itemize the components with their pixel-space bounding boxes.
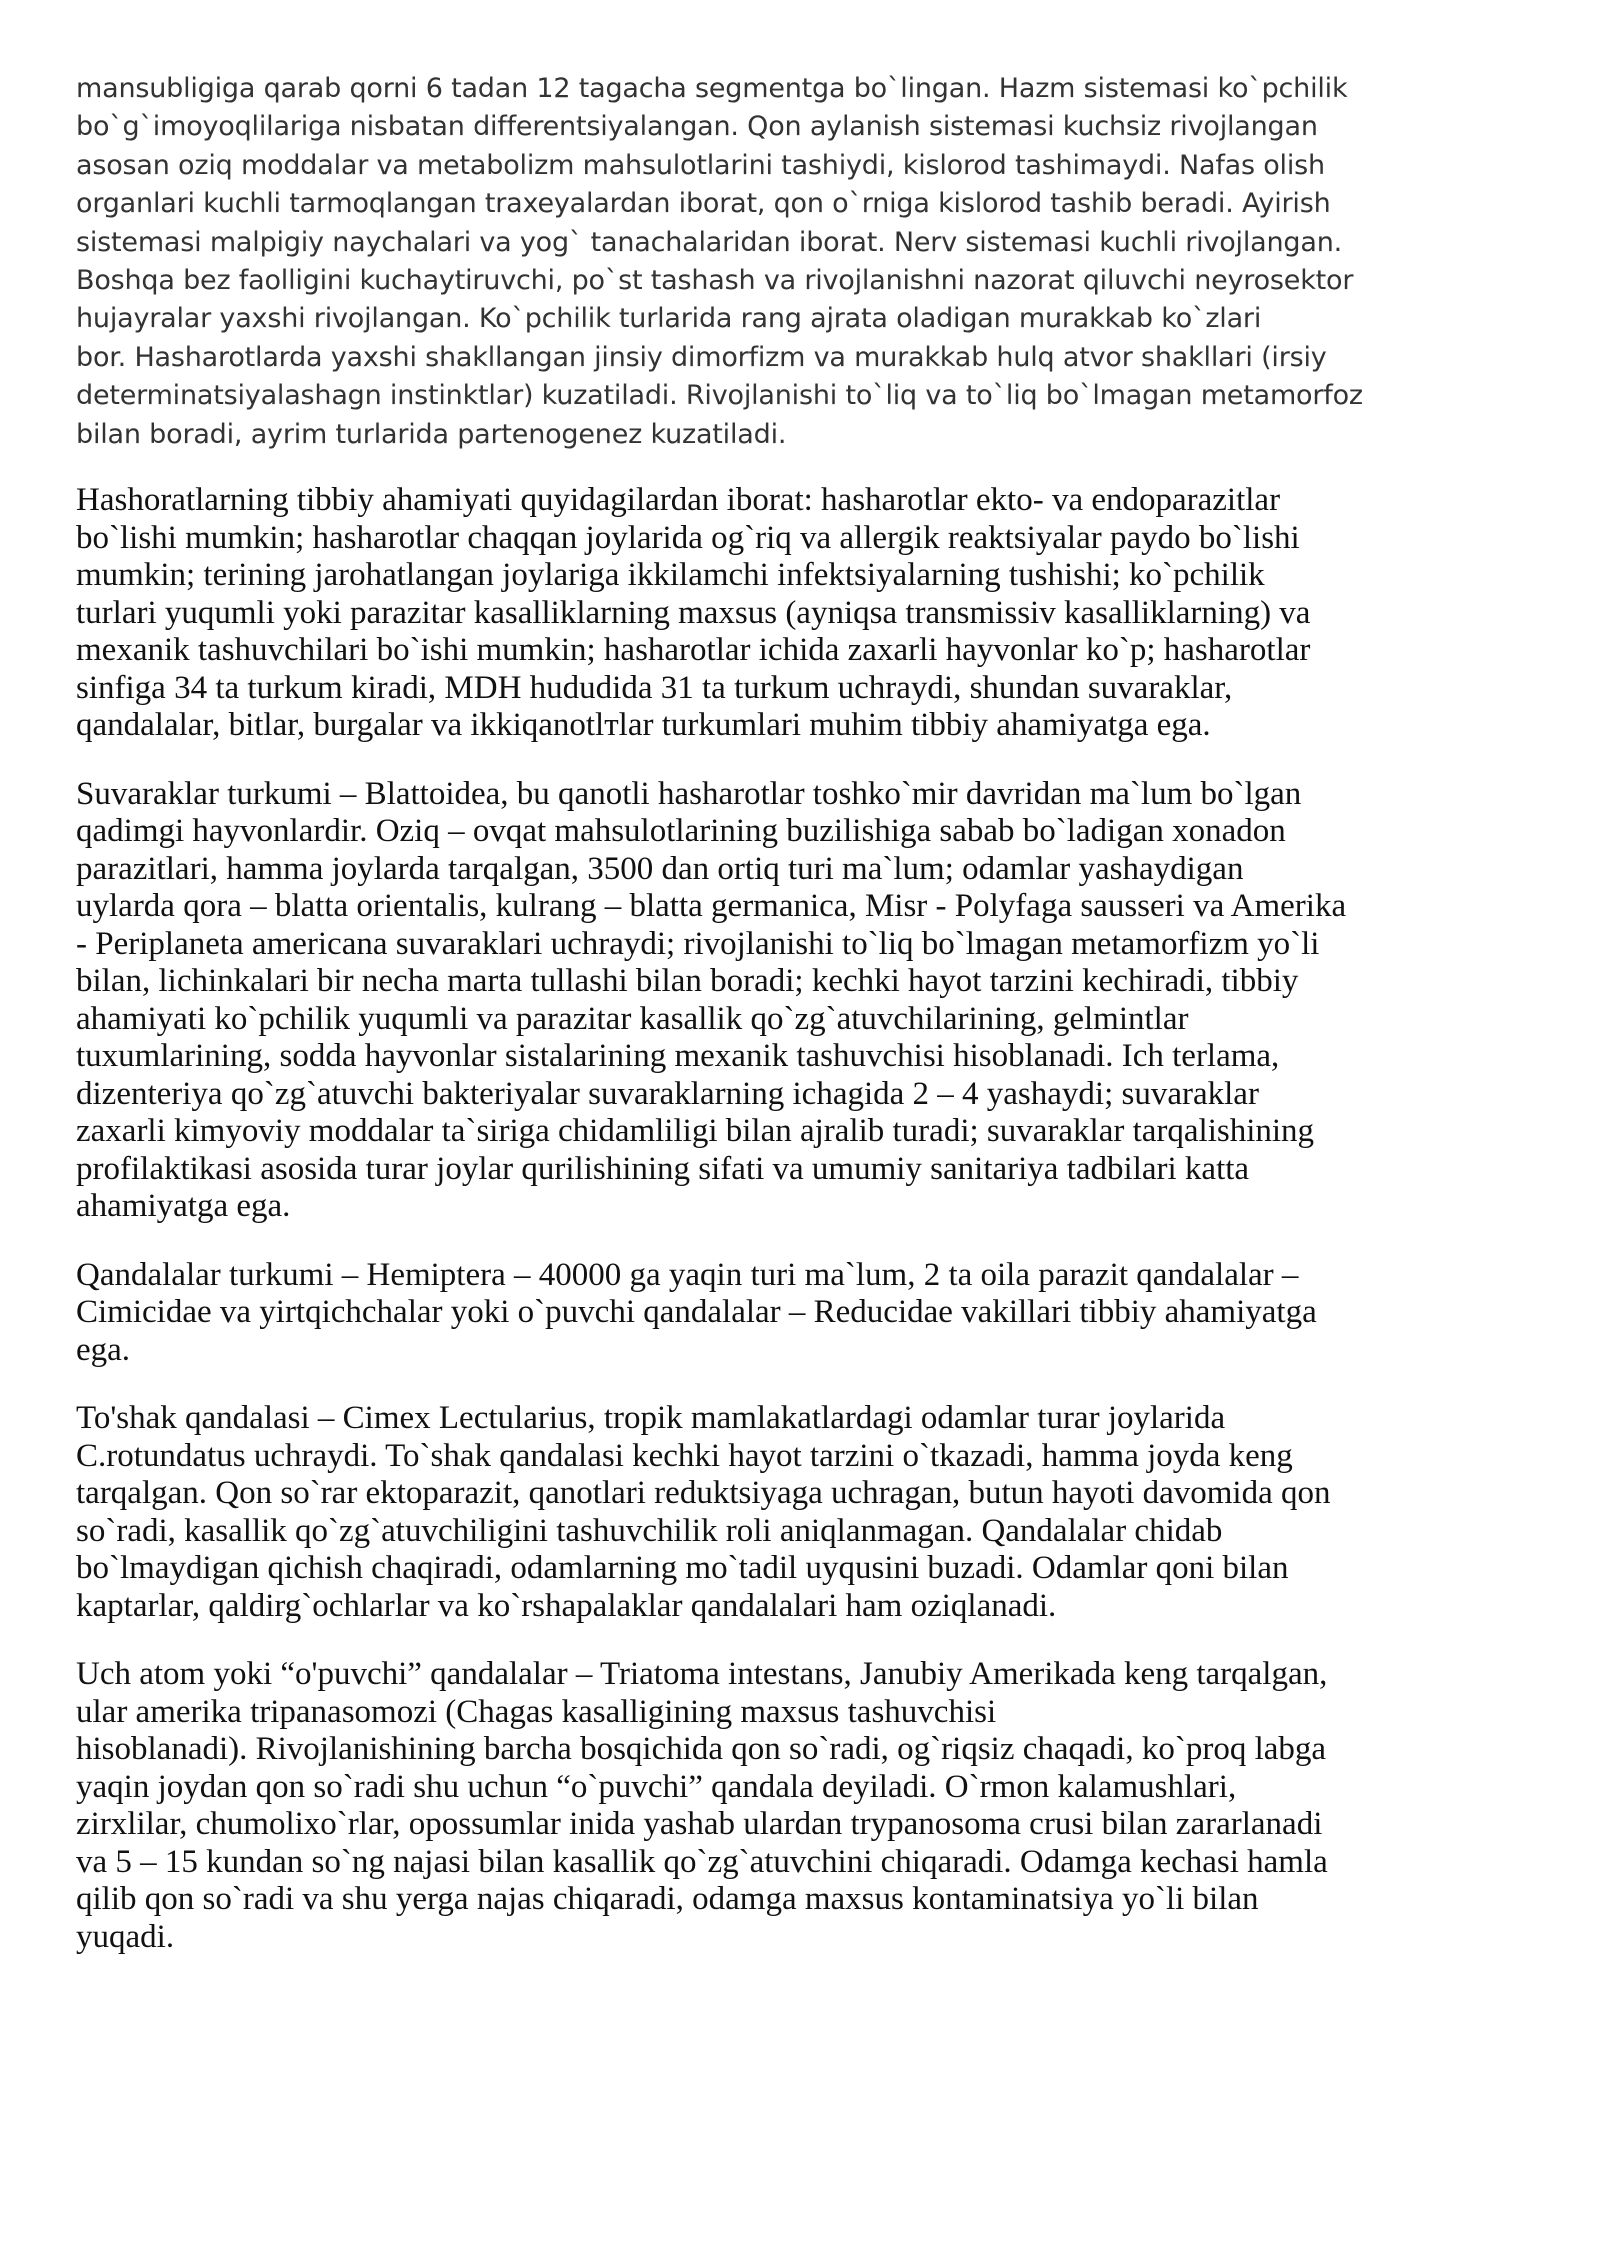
text-line: qilib qon so`radi va shu yerga najas chiqaradi, odamga maxsus kontaminatsiya yo`li bilan bbox=[76, 1881, 1259, 1918]
text-line: ahamiyati ko`pchilik yuqumli va parazitar kasallik qo`zg`atuvchilarining, gelmintlar bbox=[76, 1000, 1189, 1037]
text-line: dizenteriya qo`zg`atuvchi bakteriyalar suvaraklarning ichagida 2 – 4 yashaydi; suvaraklar bbox=[76, 1075, 1259, 1112]
text-line: uylarda qora – blatta orientalis, kulrang – blatta germanica, Misr - Polyfaga sausseri va Amerika bbox=[76, 888, 1347, 925]
text-line: qadimgi hayvonlardir. Oziq – ovqat mahsulotlarining buzilishiga sabab bo`ladigan xonadon bbox=[76, 813, 1286, 850]
text-line: yuqadi. bbox=[76, 1918, 175, 1955]
text-line: Suvaraklar turkumi – Blattoidea, bu qanotli hasharotlar toshko`mir davridan ma`lum bo`lgan bbox=[76, 775, 1302, 812]
text-line: yaqin joydan qon so`radi shu uchun “o`puvchi” qandala deyiladi. O`rmon kalamushlari, bbox=[76, 1768, 1237, 1805]
text-line: bo`lishi mumkin; hasharotlar chaqqan joylarida og`riq va allergik reaktsiyalar paydo bo`lishi bbox=[76, 519, 1300, 556]
text-line: zaxarli kimyoviy moddalar ta`siriga chidamliligi bilan ajralib turadi; suvaraklar tarqalishining bbox=[76, 1113, 1315, 1150]
text-line: mansubligiga qarab qorni 6 tadan 12 tagacha segmentga bo`lingan. Hazm sistemasi ko`pchilik bbox=[76, 73, 1348, 104]
paragraph-bugs-order bbox=[76, 1257, 1536, 1370]
text-line: hisoblanadi). Rivojlanishining barcha bosqichida qon so`radi, og`riqsiz chaqadi, ko`proq labga bbox=[76, 1731, 1327, 1768]
text-line: Boshqa bez faolligini kuchaytiruvchi, po`st tashash va rivojlanishni nazorat qiluvchi neyrosektor bbox=[76, 265, 1354, 297]
text-line: mexanik tashuvchilari bo`ishi mumkin; hasharotlar ichida zaxarli hayvonlar ko`p; hasharotlar bbox=[76, 632, 1311, 669]
text-line: Uch atom yoki “o'puvchi” qandalalar – Triatoma intestans, Janubiy Amerikada keng tarqalgan, bbox=[76, 1656, 1328, 1693]
text-line: sistemasi malpigiy naychalari va yog` tanachalaridan iborat. Nerv sistemasi kuchli rivojlangan. bbox=[76, 226, 1342, 258]
text-line: va 5 – 15 kundan so`ng najasi bilan kasallik qo`zg`atuvchini chiqaradi. Odamga kechasi hamla bbox=[76, 1843, 1328, 1880]
text-line: Cimicidae va yirtqichchalar yoki o`puvchi qandalalar – Reducidae vakillari tibbiy ahamiyatga bbox=[76, 1294, 1317, 1331]
text-line: bo`lmaydigan qichish chaqiradi, odamlarning mo`tadil uyqusini buzadi. Odamlar qoni bilan bbox=[76, 1550, 1289, 1587]
text-line: bo`g`imoyoqlilariga nisbatan differentsiyalangan. Qon aylanish sistemasi kuchsiz rivojlangan bbox=[76, 111, 1318, 143]
text-line: tarqalgan. Qon so`rar ektoparazit, qanotlari reduktsiyaga uchragan, butun hayoti davomida qon bbox=[76, 1475, 1331, 1512]
text-line: organlari kuchli tarmoqlangan traxeyalardan iborat, qon o`rniga kislorod tashib beradi. Ayirish bbox=[76, 188, 1331, 220]
text-line: kaptarlar, qaldirg`ochlarlar va ko`rshapalaklar qandalalari ham oziqlanadi. bbox=[76, 1587, 1057, 1624]
text-line: determinatsiyalashagn instinktlar) kuzatiladi. Rivojlanishi to`liq va to`liq bo`lmagan metamorfoz bbox=[76, 380, 1363, 412]
text-line: hujayralar yaxshi rivojlangan. Ko`pchilik turlarida rang ajrata oladigan murakkab ko`zlari bbox=[76, 303, 1262, 335]
text-line: ular amerika tripanasomozi (Chagas kasalligining maxsus tashuvchisi bbox=[76, 1693, 997, 1730]
text-line: bilan boradi, ayrim turlarida partenogenez kuzatiladi. bbox=[76, 418, 787, 450]
text-line: Hashoratlarning tibbiy ahamiyati quyidagilardan iborat: hasharotlar ekto- va endoparazitlar bbox=[76, 482, 1281, 519]
paragraph-bed-bug bbox=[76, 1400, 1536, 1625]
text-line: bilan, lichinkalari bir necha marta tullashi bilan boradi; kechki hayot tarzini kechiradi, tibbiy bbox=[76, 963, 1299, 1000]
text-line: mumkin; terining jarohatlangan joylariga ikkilamchi infektsiyalarning tushishi; ko`pchilik bbox=[76, 557, 1265, 594]
text-line: qandalalar, bitlar, burgalar va ikkiqanotlтlar turkumlari muhim tibbiy ahamiyatga ega. bbox=[76, 707, 1211, 744]
text-line: C.rotundatus uchraydi. To`shak qandalasi kechki hayot tarzini o`tkazadi, hamma joyda keng bbox=[76, 1437, 1293, 1474]
text-line: sinfiga 34 ta turkum kiradi, MDH hududida 31 ta turkum uchraydi, shundan suvaraklar, bbox=[76, 669, 1233, 706]
text-line: profilaktikasi asosida turar joylar qurilishining sifati va umumiy sanitariya tadbilari katta bbox=[76, 1150, 1250, 1187]
text-line: turlari yuqumli yoki parazitar kasalliklarning maxsus (ayniqsa transmissiv kasalliklarning) va bbox=[76, 594, 1311, 631]
text-line: - Periplaneta americana suvaraklari uchraydi; rivojlanishi to`liq bo`lmagan metamorfizm yo`li bbox=[76, 925, 1320, 962]
document-page bbox=[76, 70, 1536, 1987]
paragraph-cockroaches bbox=[76, 776, 1536, 1226]
text-line: ahamiyatga ega. bbox=[76, 1188, 291, 1225]
paragraph-insect-anatomy bbox=[76, 70, 1536, 454]
text-line: To'shak qandalasi – Cimex Lectularius, tropik mamlakatlardagi odamlar turar joylarida bbox=[76, 1400, 1226, 1437]
paragraph-medical-significance bbox=[76, 482, 1536, 745]
text-line: Qandalalar turkumi – Hemiptera – 40000 ga yaqin turi ma`lum, 2 ta oila parazit qandalalar – bbox=[76, 1256, 1299, 1293]
text-line: zirxlilar, chumolixo`rlar, opossumlar inida yashab ulardan trypanosoma crusi bilan zararlanadi bbox=[76, 1806, 1323, 1843]
text-line: so`radi, kasallik qo`zg`atuvchiligini tashuvchilik roli aniqlanmagan. Qandalalar chidab bbox=[76, 1512, 1223, 1549]
text-line: tuxumlarining, sodda hayvonlar sistalarining mexanik tashuvchisi hisoblanadi. Ich terlama, bbox=[76, 1038, 1280, 1075]
text-line: bor. Hasharotlarda yaxshi shakllangan jinsiy dimorfizm va murakkab hulq atvor shakllari (irsiy bbox=[76, 341, 1327, 373]
text-line: parazitlari, hamma joylarda tarqalgan, 3500 dan ortiq turi ma`lum; odamlar yashaydigan bbox=[76, 850, 1244, 887]
text-line: asosan oziq moddalar va metabolizm mahsulotlarini tashiydi, kislorod tashimaydi. Nafas olish bbox=[76, 149, 1325, 181]
paragraph-kissing-bugs bbox=[76, 1656, 1536, 1956]
text-line: ega. bbox=[76, 1331, 131, 1368]
